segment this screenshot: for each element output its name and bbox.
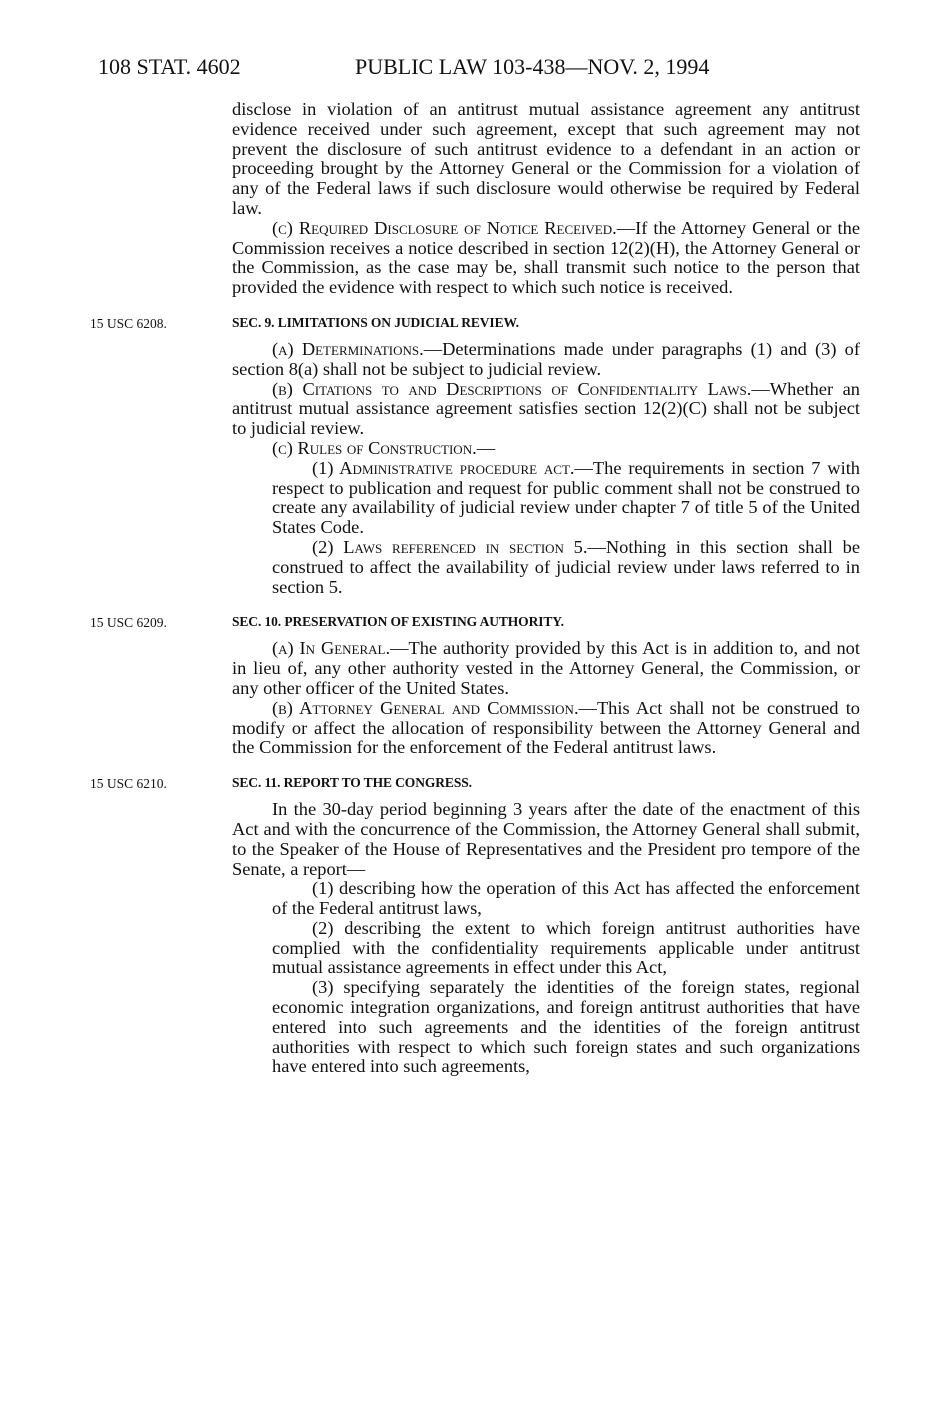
section-title: SEC. 9. LIMITATIONS ON JUDICIAL REVIEW. (232, 314, 519, 330)
paragraph-heading: (2) Laws referenced in section 5. (312, 536, 588, 557)
subsection-text: —This Act shall not be construed to modify or affect the allocation of responsibility between the Attorney General and the Commission for the enforcement of the Federal antitrust laws. (232, 697, 860, 758)
section-title: SEC. 11. REPORT TO THE CONGRESS. (232, 775, 472, 791)
section-10-heading (90, 613, 860, 631)
sec8-subsection-c (232, 219, 860, 298)
sec9-paragraph-c2 (232, 538, 860, 597)
carryover-paragraph: disclose in violation of an antitrust mutual assistance agreement any antitrust evidence received under such agreement, except that such agreement may not prevent the disclosure of such antitrust evidence to a defendant in an action or proceeding brought by the Attorney General or the Commission for a violation of any of the Federal laws if such disclosure would otherwise be required by Federal law. (232, 99, 860, 218)
subsection-text: —If the Attorney General or the Commission receives a notice described in section 12(2)(H), the Attorney General or the Commission, as the case may be, shall transmit such notice to the person that provided the evidence with respect to which such notice is received. (232, 217, 860, 298)
subsection-text: —Whether an antitrust mutual assistance agreement satisfies section 12(2)(C) shall not be subject to judicial review. (232, 378, 860, 439)
section-9-heading (90, 314, 860, 332)
page-header (0, 54, 947, 90)
sec9-subsection-c (232, 439, 860, 459)
subsection-heading: (a) In General. (272, 638, 391, 659)
paragraph-text: —The requirements in section 7 with respect to publication and request for public comment shall not be construed to create any availability of judicial review under chapter 7 of title 5 of the United States Code. (272, 457, 860, 538)
subsection-heading: (c) Required Disclosure of Notice Received. (272, 217, 617, 238)
section-11-heading (90, 774, 860, 792)
subsection-heading: (a) Determinations. (272, 338, 424, 359)
body-text (90, 99, 861, 1077)
sec9-paragraph-c1 (232, 459, 860, 538)
margin-citation-6209: 15 USC 6209. (90, 615, 167, 631)
sec10-subsection-b (232, 699, 860, 758)
subsection-text: —The authority provided by this Act is in addition to, and not in lieu of, any other authority vested in the Attorney General, the Commission, or any other officer of the United States. (232, 638, 860, 698)
sec10-subsection-a (232, 639, 860, 698)
stat-page-number: 108 STAT. 4602 (98, 54, 241, 79)
section-title: SEC. 10. PRESERVATION OF EXISTING AUTHORITY. (232, 614, 564, 630)
subsection-text: — (476, 437, 496, 458)
sec11-item-3: (3) specifying separately the identities of the foreign states, regional economic integration organizations, and foreign antitrust authorities that have entered into such agreements and the identities of the foreign antitrust authorities with respect to which such foreign states and such organizations have entered into such agreements, (272, 977, 860, 1077)
sec11-intro: In the 30-day period beginning 3 years after the date of the enactment of this Act and with the concurrence of the Commission, the Attorney General shall submit, to the Speaker of the House of Representatives and the President pro tempore of the Senate, a report— (232, 799, 860, 879)
sec11-item-1: (1) describing how the operation of this Act has affected the enforcement of the Federal antitrust laws, (272, 878, 860, 919)
sec9-subsection-a (232, 340, 860, 380)
margin-citation-6208: 15 USC 6208. (90, 315, 167, 331)
sec9-subsection-b (232, 380, 860, 439)
sec11-item-2: (2) describing the extent to which foreign antitrust authorities have complied with the confidentiality requirements applicable under antitrust mutual assistance agreements in effect under this Act, (272, 917, 860, 978)
subsection-heading: (b) Citations to and Descriptions of Confidentiality Laws. (272, 378, 752, 399)
subsection-heading: (c) Rules of Construction. (272, 437, 477, 458)
public-law-citation: PUBLIC LAW 103-438—NOV. 2, 1994 (355, 54, 710, 79)
paragraph-heading: (1) Administrative procedure act. (312, 457, 575, 478)
margin-citation-6210: 15 USC 6210. (90, 776, 167, 792)
paragraph-text: —Nothing in this section shall be construed to affect the availability of judicial review under laws referred to in section 5. (272, 536, 860, 597)
subsection-heading: (b) Attorney General and Commission. (272, 697, 579, 718)
subsection-text: —Determinations made under paragraphs (1) and (3) of section 8(a) shall not be subject to judicial review. (232, 338, 861, 379)
